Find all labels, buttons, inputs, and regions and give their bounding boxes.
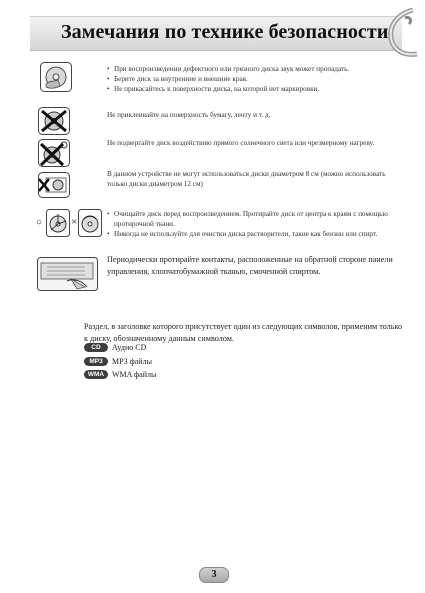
note-item: • Не прикасайтесь к поверхности диска, на которой нет маркировки. [107, 84, 407, 94]
format-item-cd [84, 342, 156, 353]
format-list [84, 342, 156, 383]
defective-disc-notes [107, 64, 407, 95]
disc-size-note: В данном устройстве не могут использоваться диски диаметром 8 см (можно использовать только диски диаметром 12 см) [107, 170, 386, 189]
symbols-intro: Раздел, в заголовке которого присутствует один из следующих символов, применим только к диску, обозначенному данным символом. [84, 322, 403, 343]
disc-hold-icon [40, 62, 72, 92]
format-label: WMA файлы [112, 370, 157, 379]
cleaning-notes [107, 209, 407, 240]
cd-badge: CD [84, 343, 108, 352]
no-small-disc-icon [38, 172, 70, 198]
wma-badge: WMA [84, 370, 108, 379]
panel-contacts-icon [37, 257, 98, 291]
no-paper-note: Не приклеивайте на поверхность бумагу, ленту и т. д. [107, 111, 271, 119]
disc-wipe-icon [38, 209, 98, 237]
no-tape-disc-icon [38, 107, 70, 135]
ok-mark: ○ [36, 217, 43, 228]
page-number: 3 [199, 567, 229, 583]
page-curl-decoration [383, 6, 423, 58]
note-item: • Берите диск за внутренние и внешние края. [107, 74, 407, 84]
note-item: • Никогда не используйте для очистки диска растворители, такие как бензин или спирт. [107, 229, 407, 239]
no-sun-disc-icon [38, 139, 70, 167]
note-item: • Очищайте диск перед воспроизведением. Протирайте диск от центра к краям с помощью протирочной ткани. [107, 209, 407, 229]
format-label: MP3 файлы [112, 356, 152, 366]
page-header [30, 16, 402, 51]
format-item-wma [84, 369, 156, 380]
mp3-badge: MP3 [84, 357, 108, 366]
page-title: Замечания по технике безопасности [61, 21, 389, 43]
note-item: • При воспроизведении дефектного или грязного диска звук может пропадать. [107, 64, 407, 74]
no-sunlight-note: Не подвергайте диск воздействию прямого солнечного света или чрезмерному нагреву. [107, 139, 375, 147]
format-label: Аудио CD [112, 343, 147, 352]
format-item-mp3 [84, 356, 156, 367]
bad-mark: × [71, 216, 78, 228]
contacts-note: Периодически протирайте контакты, расположенные на обратной стороне панели управления, хлопчатобумажной тканью, смоченной спиртом. [107, 255, 393, 276]
